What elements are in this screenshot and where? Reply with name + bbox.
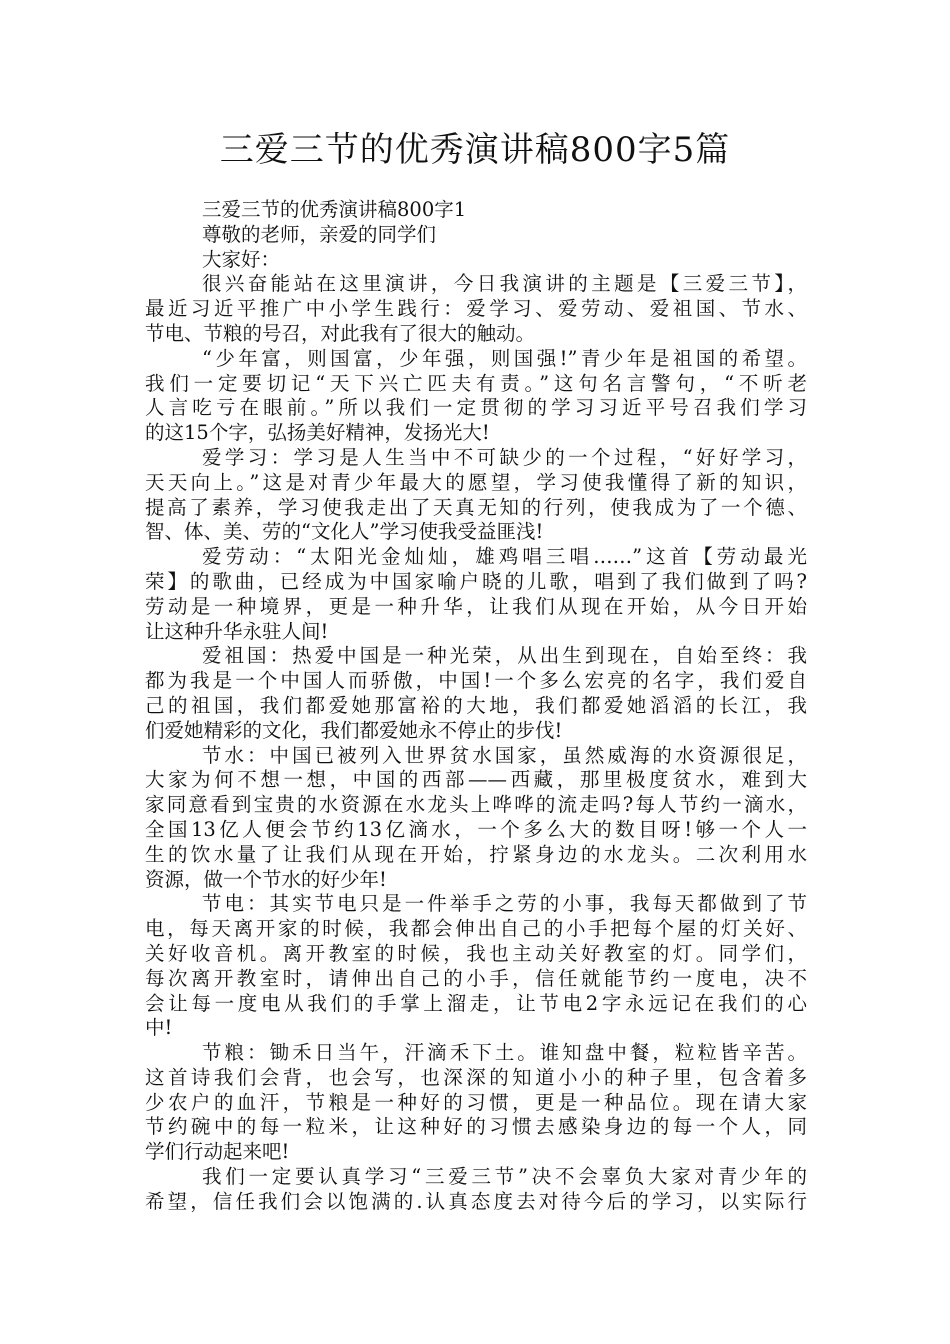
text-line: 爱祖国：热爱中国是一种光荣，从出生到现在，自始至终：我 (202, 644, 807, 668)
document-title: 三爱三节的优秀演讲稿800字5篇 (219, 130, 731, 170)
text-line: 学们行动起来吧! (145, 1140, 290, 1164)
text-line: “少年富，则国富，少年强，则国强!”青少年是祖国的希望。 (202, 346, 807, 370)
text-line: 智、体、美、劳的“文化人”学习使我受益匪浅! (145, 520, 544, 544)
document-body (145, 198, 807, 1215)
text-line: 三爱三节的优秀演讲稿800字1 (202, 198, 467, 221)
text-line: 天天向上。”这是对青少年最大的愿望，学习使我懂得了新的知识， (145, 470, 807, 494)
text-line: 劳动是一种境界，更是一种升华，让我们从现在开始，从今日开始 (145, 594, 807, 618)
text-line: 会让每一度电从我们的手掌上溜走，让节电2字永远记在我们的心 (145, 991, 807, 1015)
text-line: 让这种升华永驻人间! (145, 619, 329, 643)
text-line: 们爱她精彩的文化，我们都爱她永不停止的步伐! (145, 718, 563, 742)
text-line: 提高了素养，学习使我走出了天真无知的行列，使我成为了一个德、 (145, 495, 807, 519)
text-line: 节电、节粮的号召，对此我有了很大的触动。 (145, 321, 536, 345)
text-line: 荣】的歌曲，已经成为中国家喻户晓的儿歌，唱到了我们做到了吗? (145, 569, 807, 593)
text-line: 都为我是一个中国人而骄傲，中国!一个多么宏亮的名字，我们爱自 (145, 669, 807, 693)
text-line: 爱学习：学习是人生当中不可缺少的一个过程，“好好学习， (202, 445, 807, 469)
text-line: 生的饮水量了让我们从现在开始，拧紧身边的水龙头。二次利用水 (145, 842, 807, 866)
text-line: 关好收音机。离开教室的时候，我也主动关好教室的灯。同学们， (145, 941, 807, 965)
text-line: 我们一定要切记“天下兴亡匹夫有责。”这句名言警句，“不听老 (145, 371, 807, 395)
text-line: 电，每天离开家的时候，我都会伸出自己的小手把每个屋的灯关好、 (145, 917, 807, 941)
text-line: 最近习近平推广中小学生践行：爱学习、爱劳动、爱祖国、节水、 (145, 297, 807, 321)
text-line: 每次离开教室时，请伸出自己的小手，信任就能节约一度电，决不 (145, 966, 807, 990)
text-line: 中! (145, 1016, 173, 1040)
text-line: 尊敬的老师，亲爱的同学们 (202, 222, 437, 246)
text-line: 全国13亿人便会节约13亿滴水，一个多么大的数目呀!够一个人一 (145, 817, 807, 841)
text-line: 家同意看到宝贵的水资源在水龙头上哗哗的流走吗?每人节约一滴水， (145, 793, 807, 817)
text-line: 这首诗我们会背，也会写，也深深的知道小小的种子里，包含着多 (145, 1065, 807, 1089)
text-line: 希望，信任我们会以饱满的.认真态度去对待今后的学习，以实际行 (145, 1189, 807, 1213)
text-line: 的这15个字，弘扬美好精神，发扬光大! (145, 421, 490, 445)
text-line: 大家好： (202, 247, 281, 271)
text-line: 大家为何不想一想，中国的西部——西藏，那里极度贫水，难到大 (145, 768, 807, 792)
text-line: 节约碗中的每一粒米，让这种好的习惯去感染身边的每一个人，同 (145, 1115, 807, 1139)
text-line: 人言吃亏在眼前。”所以我们一定贯彻的学习习近平号召我们学习 (145, 396, 807, 420)
text-line: 我们一定要认真学习“三爱三节”决不会辜负大家对青少年的 (202, 1165, 807, 1189)
text-line: 节粮：锄禾日当午，汗滴禾下土。谁知盘中餐，粒粒皆辛苦。 (202, 1041, 807, 1065)
text-line: 节水：中国已被列入世界贫水国家，虽然威海的水资源很足， (202, 743, 807, 767)
text-line: 少农户的血汗，节粮是一种好的习惯，更是一种品位。现在请大家 (145, 1090, 807, 1114)
text-line: 很兴奋能站在这里演讲，今日我演讲的主题是【三爱三节】， (202, 272, 807, 296)
text-line: 节电：其实节电只是一件举手之劳的小事，我每天都做到了节 (202, 892, 807, 916)
text-line: 爱劳动：“太阳光金灿灿，雄鸡唱三唱……”这首【劳动最光 (202, 545, 807, 569)
text-line: 资源，做一个节水的好少年! (145, 867, 387, 891)
text-line: 己的祖国，我们都爱她那富裕的大地，我们都爱她滔滔的长江，我 (145, 693, 807, 717)
